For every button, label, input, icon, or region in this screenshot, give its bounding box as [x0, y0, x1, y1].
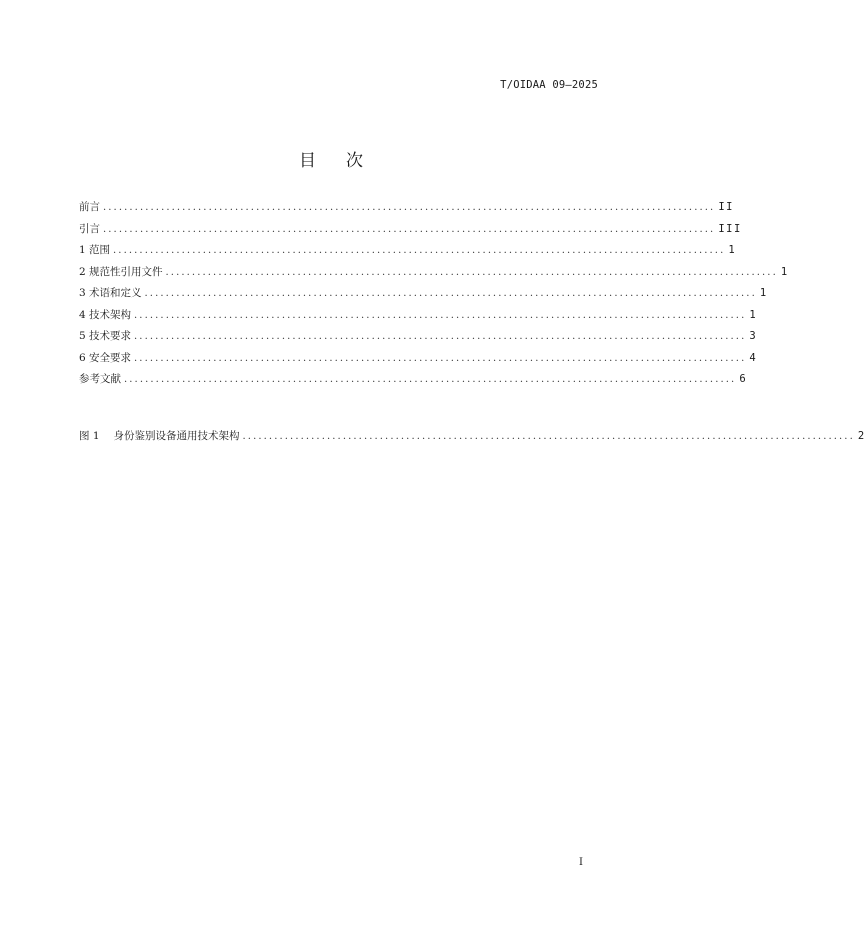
toc-entry-page: 3 [749, 330, 758, 342]
toc-entry-label: 技术要求 [89, 330, 132, 342]
toc-entry-number: 2 [79, 265, 86, 278]
figure-entry[interactable] [79, 429, 866, 451]
toc-entry-label: 规范性引用文件 [89, 265, 163, 278]
toc-entry-label: 范围 [89, 244, 111, 256]
toc-entry[interactable] [79, 329, 758, 351]
toc-entry-number: 1 [79, 244, 86, 256]
toc-entry-label: 技术架构 [89, 308, 132, 321]
figure-label: 身份鉴别设备通用技术架构 [113, 430, 240, 442]
toc-leader-dots: .................................................................................................................... [165, 266, 778, 278]
toc-entry-page: 6 [739, 373, 748, 385]
figure-page: 2 [857, 430, 866, 442]
toc-entry-page: III [718, 222, 742, 235]
toc-leader-dots: .................................................................................................................... [134, 352, 747, 364]
page-number: I [579, 857, 583, 868]
toc-entry-number: 5 [79, 330, 86, 342]
toc-entry[interactable] [79, 308, 758, 330]
toc-entry-label: 术语和定义 [89, 287, 142, 299]
toc-leader-dots: .................................................................................................................... [103, 223, 716, 235]
toc-leader-dots: .................................................................................................................... [242, 431, 855, 442]
toc-entry[interactable] [79, 222, 742, 244]
toc-entry-page: 1 [780, 265, 789, 278]
toc-leader-dots: .................................................................................................................... [134, 309, 747, 321]
toc-entry-label: 前言 [79, 201, 100, 213]
toc-entry-number: 6 [79, 351, 86, 364]
toc-entry[interactable] [79, 372, 748, 394]
toc-entry-page: 1 [759, 287, 768, 299]
toc-leader-dots: .................................................................................................................... [134, 331, 747, 342]
toc-leader-dots: .................................................................................................................... [113, 245, 726, 256]
list-of-figures [79, 429, 866, 451]
toc-entry-page: 1 [728, 244, 737, 256]
toc-entry-number: 4 [79, 308, 86, 321]
toc-entry-page: II [718, 201, 734, 213]
toc-entry-label: 参考文献 [79, 373, 121, 385]
toc-entry-label: 引言 [79, 222, 100, 235]
document-code: T/OIDAA 09—2025 [500, 79, 598, 91]
toc-leader-dots: .................................................................................................................... [103, 202, 716, 213]
table-of-contents [79, 200, 789, 394]
toc-entry[interactable] [79, 200, 734, 222]
toc-entry-number: 3 [79, 287, 86, 299]
toc-entry-page: 1 [749, 308, 758, 321]
toc-entry[interactable] [79, 243, 737, 265]
toc-entry-label: 安全要求 [89, 351, 132, 364]
toc-leader-dots: .................................................................................................................... [124, 374, 737, 385]
toc-entry-page: 4 [749, 351, 758, 364]
toc-entry[interactable] [79, 286, 768, 308]
toc-leader-dots: .................................................................................................................... [144, 288, 757, 299]
toc-entry[interactable] [79, 265, 789, 287]
page-title: 目次 [299, 151, 393, 171]
figure-prefix: 图 1 [79, 430, 100, 442]
toc-entry[interactable] [79, 351, 758, 373]
